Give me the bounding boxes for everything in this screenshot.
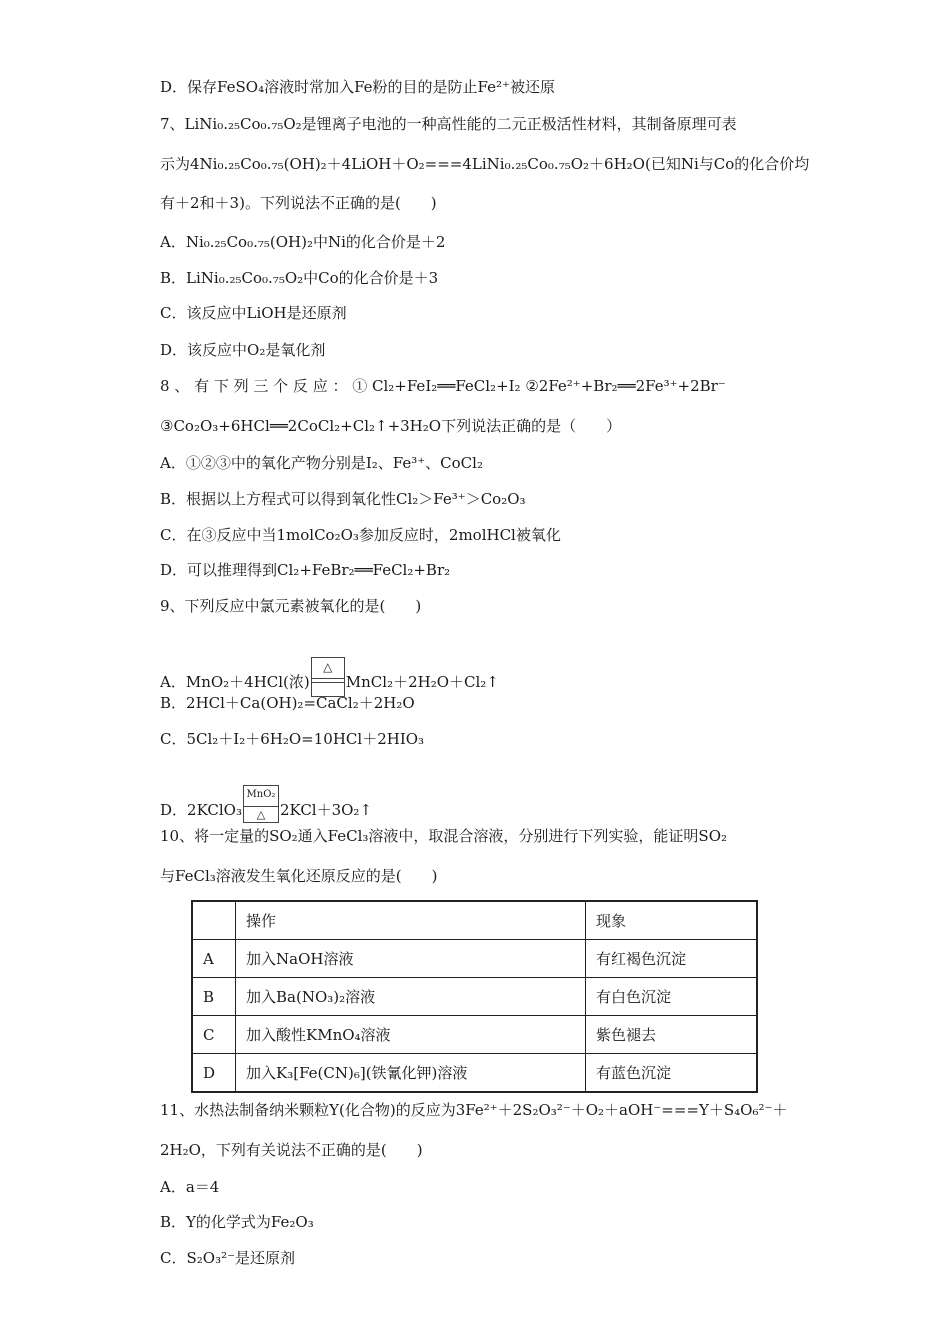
heat-symbol: △ <box>323 660 333 674</box>
q7-option-c: C．该反应中LiOH是还原剂 <box>160 304 347 322</box>
table-header-cell: 操作 <box>236 901 586 940</box>
q8-stem-line-1: 8 、 有 下 列 三 个 反 应 ： ① Cl₂+FeI₂══FeCl₂+I₂ ②2Fe²⁺+Br₂══2Fe³⁺+2Br⁻ <box>160 377 726 395</box>
table-row <box>192 1016 757 1054</box>
q6-option-d: D．保存FeSO₄溶液时常加入Fe粉的目的是防止Fe²⁺被还原 <box>160 78 555 96</box>
table-cell: 加入K₃[Fe(CN)₆](铁氰化钾)溶液 <box>236 1054 586 1093</box>
q8-option-d: D．可以推理得到Cl₂+FeBr₂══FeCl₂+Br₂ <box>160 561 451 579</box>
q11-stem-line-1: 11、水热法制备纳米颗粒Y(化合物)的反应为3Fe²⁺＋2S₂O₃²⁻＋O₂＋aOH⁻===Y＋S₄O₆²⁻＋ <box>160 1101 788 1119</box>
q8-option-a: A．①②③中的氧化产物分别是I₂、Fe³⁺、CoCl₂ <box>160 454 483 472</box>
table-row <box>192 940 757 978</box>
q7-stem-line-1: 7、LiNi₀.₂₅Co₀.₇₅O₂是锂离子电池的一种高性能的二元正极活性材料，其制备原理可表 <box>160 115 737 133</box>
q7-option-d: D．该反应中O₂是氧化剂 <box>160 341 326 359</box>
q11-option-a: A．a＝4 <box>160 1178 220 1196</box>
q9-option-a-right: MnCl₂＋2H₂O＋Cl₂↑ <box>345 673 499 691</box>
experiment-table <box>191 900 758 1093</box>
q9-option-a-left: A．MnO₂＋4HCl(浓) <box>160 673 310 691</box>
table-header-row <box>192 901 757 940</box>
table-cell: A <box>192 940 236 978</box>
table-cell: 加入NaOH溶液 <box>236 940 586 978</box>
table-header-cell: 现象 <box>586 901 758 940</box>
q9-option-d-left: D．2KClO₃ <box>160 801 242 819</box>
q8-option-c: C．在③反应中当1molCo₂O₃参加反应时，2molHCl被氧化 <box>160 526 561 544</box>
q7-stem-line-3: 有＋2和＋3)。下列说法不正确的是( ) <box>160 194 437 212</box>
q10-stem-line-2: 与FeCl₃溶液发生氧化还原反应的是( ) <box>160 867 438 885</box>
q9-option-b: B．2HCl＋Ca(OH)₂=CaCl₂＋2H₂O <box>160 694 415 712</box>
q9-option-c: C．5Cl₂＋I₂＋6H₂O=10HCl＋2HIO₃ <box>160 730 425 748</box>
q7-option-a: A．Ni₀.₂₅Co₀.₇₅(OH)₂中Ni的化合价是＋2 <box>160 233 446 251</box>
q7-stem-line-2: 示为4Ni₀.₂₅Co₀.₇₅(OH)₂＋4LiOH＋O₂===4LiNi₀.₂₅Co₀.₇₅O₂＋6H₂O(已知Ni与Co的化合价均 <box>160 155 810 173</box>
table-row <box>192 978 757 1016</box>
q9-option-a <box>160 657 499 697</box>
q9-stem: 9、下列反应中氯元素被氧化的是( ) <box>160 597 422 615</box>
table-cell: D <box>192 1054 236 1093</box>
q9-option-d <box>160 785 372 823</box>
table-cell: C <box>192 1016 236 1054</box>
table-cell: 有白色沉淀 <box>586 978 758 1016</box>
q8-stem-line-2: ③Co₂O₃+6HCl══2CoCl₂+Cl₂↑+3H₂O下列说法正确的是（ ） <box>160 417 622 435</box>
q10-stem-line-1: 10、将一定量的SO₂通入FeCl₃溶液中，取混合溶液，分别进行下列实验，能证明SO₂ <box>160 827 728 845</box>
table-cell: 加入酸性KMnO₄溶液 <box>236 1016 586 1054</box>
q11-option-c: C．S₂O₃²⁻是还原剂 <box>160 1249 296 1267</box>
q11-option-b: B．Y的化学式为Fe₂O₃ <box>160 1213 314 1231</box>
table-header-cell <box>192 901 236 940</box>
reaction-condition-box <box>311 657 345 697</box>
heat-symbol: △ <box>256 808 266 821</box>
table-cell: 加入Ba(NO₃)₂溶液 <box>236 978 586 1016</box>
table-cell: B <box>192 978 236 1016</box>
table-cell: 有红褐色沉淀 <box>586 940 758 978</box>
reaction-condition-box <box>243 785 279 823</box>
table-row <box>192 1054 757 1093</box>
catalyst-label: MnO₂ <box>246 789 276 800</box>
q7-option-b: B．LiNi₀.₂₅Co₀.₇₅O₂中Co的化合价是＋3 <box>160 269 439 287</box>
table-cell: 有蓝色沉淀 <box>586 1054 758 1093</box>
q9-option-d-right: 2KCl＋3O₂↑ <box>279 801 373 819</box>
q8-option-b: B．根据以上方程式可以得到氧化性Cl₂＞Fe³⁺＞Co₂O₃ <box>160 490 526 508</box>
table-cell: 紫色褪去 <box>586 1016 758 1054</box>
q11-stem-line-2: 2H₂O，下列有关说法不正确的是( ) <box>160 1141 423 1159</box>
